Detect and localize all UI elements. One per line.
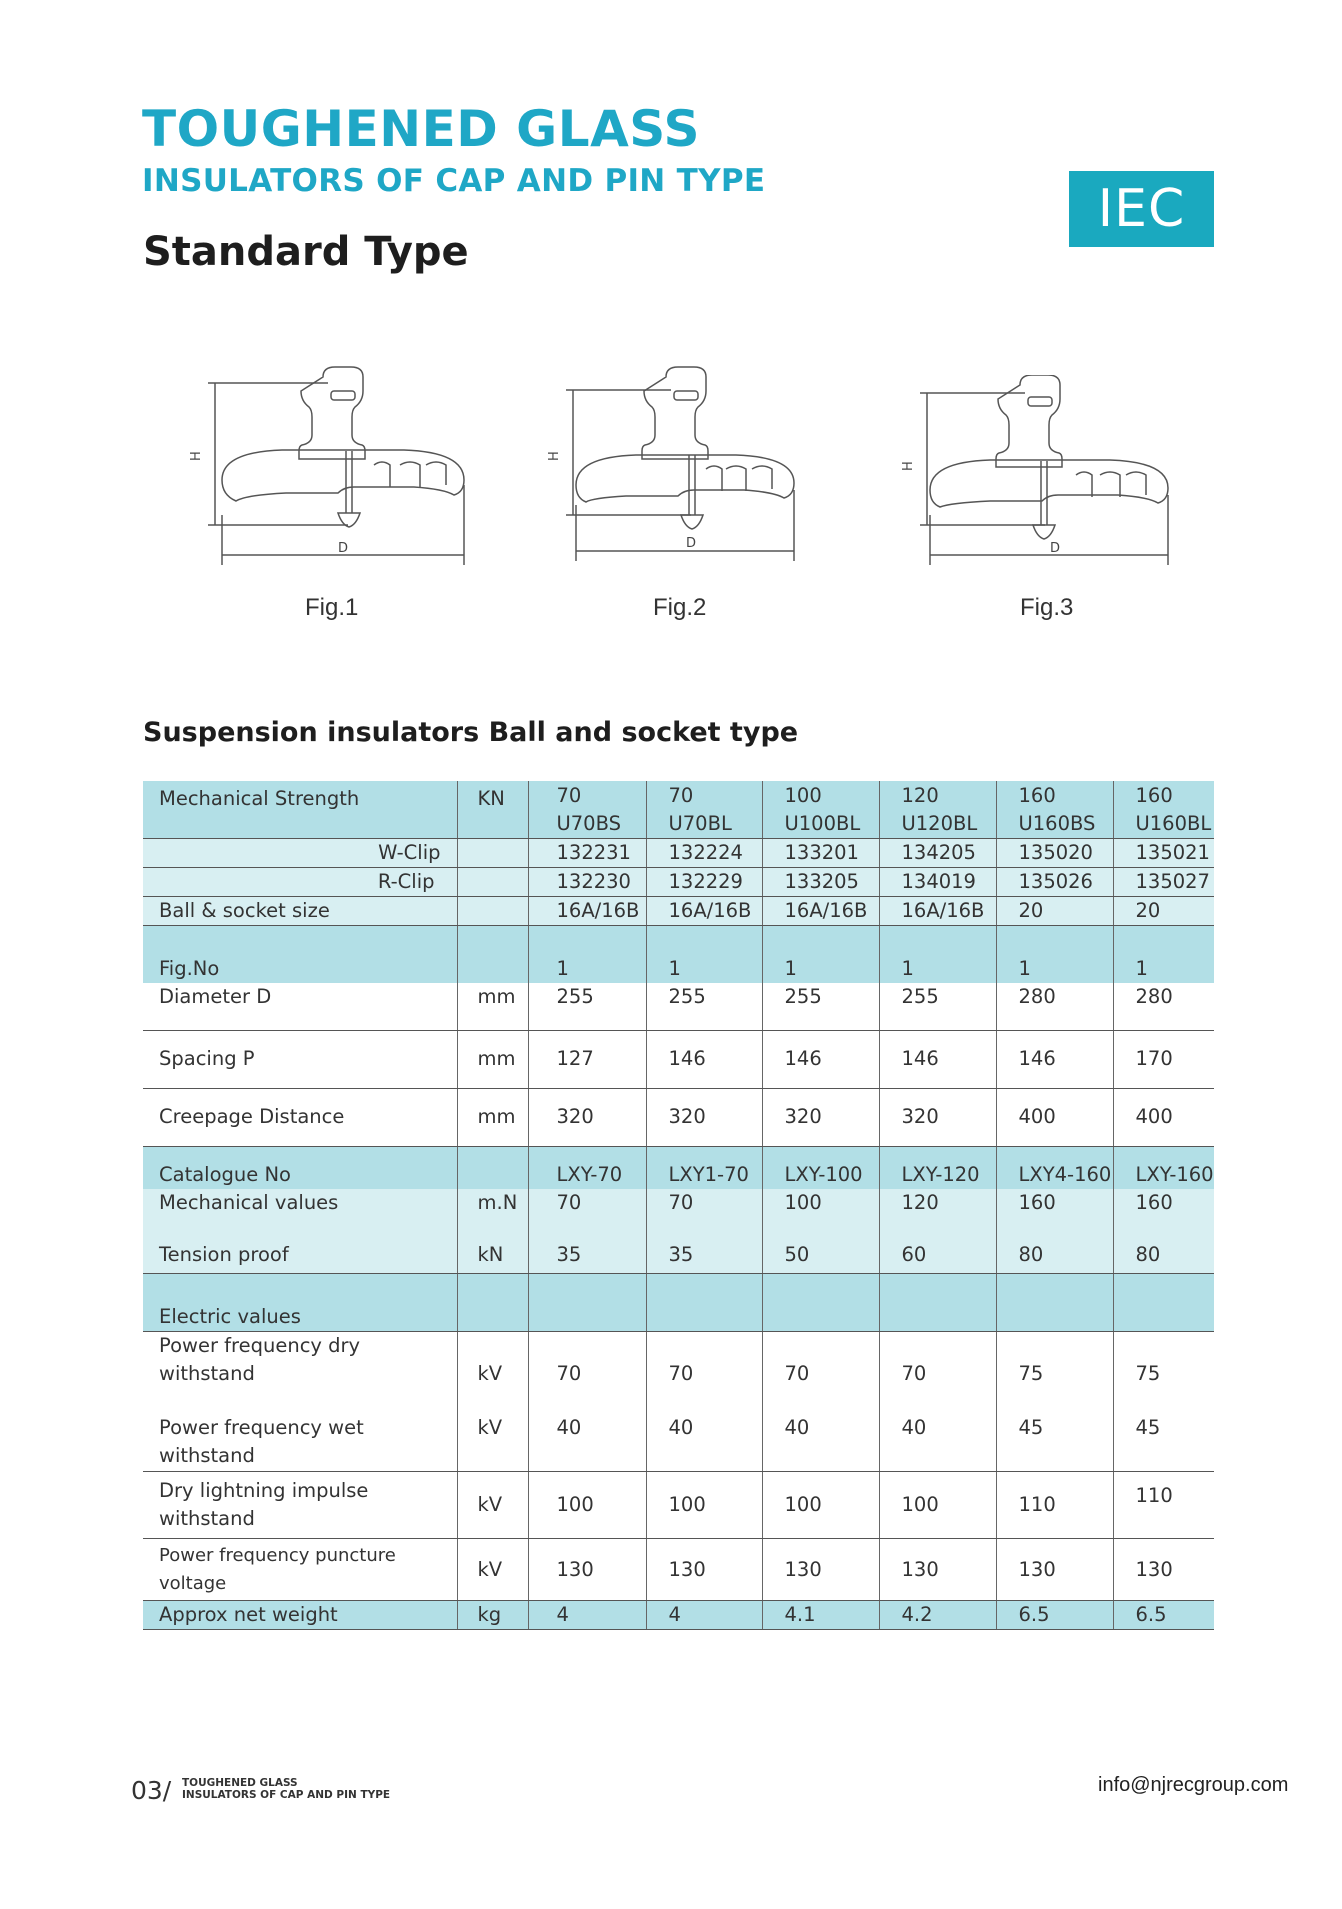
cell: LXY1-70 [646, 1146, 762, 1189]
cell: 16A/16B [646, 896, 762, 925]
cell: 110 [996, 1472, 1113, 1539]
cell: 70 U70BL [646, 781, 762, 838]
row-unit: m.N [457, 1189, 528, 1219]
row-unit [457, 1273, 528, 1331]
svg-text:D: D [686, 536, 697, 551]
cell: 45 [996, 1400, 1113, 1472]
table-row [143, 1189, 1214, 1219]
cell: 146 [996, 1030, 1113, 1088]
cell: 70 [646, 1331, 762, 1400]
cell: 60 [879, 1219, 996, 1273]
cell: 132224 [646, 838, 762, 867]
cell: 75 [1135, 1361, 1161, 1385]
cell: 133205 [762, 867, 879, 896]
cell: 400 [996, 1088, 1113, 1146]
footer-title [182, 1777, 390, 1801]
row-unit: mm [457, 1030, 528, 1088]
row-unit: kV [457, 1472, 528, 1539]
cell: 4.2 [879, 1601, 996, 1630]
row-unit [457, 867, 528, 896]
cell: 146 [646, 1030, 762, 1088]
cell: 100 [879, 1472, 996, 1539]
cell: 146 [879, 1030, 996, 1088]
cell: 280 [1113, 983, 1214, 1030]
row-label: Tension proof [143, 1219, 457, 1273]
cell: 20 [996, 896, 1113, 925]
row-unit [457, 896, 528, 925]
cell: 70 [879, 1331, 996, 1400]
cell: LXY-100 [762, 1146, 879, 1189]
title-line-2: INSULATORS OF CAP AND PIN TYPE [142, 163, 766, 199]
cell: 1 [1113, 925, 1214, 983]
cell: 16A/16B [762, 896, 879, 925]
table-row [143, 925, 1214, 983]
table-row [143, 781, 1214, 838]
row-label: Power frequency wet withstand [143, 1400, 457, 1472]
page-number: 03/ [131, 1776, 172, 1805]
cell: 255 [646, 983, 762, 1030]
cell: 120 [879, 1189, 996, 1219]
table-row [143, 1219, 1214, 1273]
cell: 135021 [1113, 838, 1214, 867]
cell: 130 [762, 1539, 879, 1601]
cell: 40 [762, 1400, 879, 1472]
svg-text:D: D [338, 541, 349, 556]
table-row [143, 896, 1214, 925]
cell: 130 [528, 1539, 646, 1601]
cell: 160 U160BL [1113, 781, 1214, 838]
cell: LXY-70 [528, 1146, 646, 1189]
row-unit [457, 838, 528, 867]
cell: 320 [879, 1088, 996, 1146]
insulator-diagram-2 [546, 365, 846, 565]
table-row [143, 1030, 1214, 1088]
cell: 40 [879, 1400, 996, 1472]
row-unit: mm [457, 983, 528, 1030]
cell: 45 [1113, 1400, 1214, 1472]
cell [1113, 1273, 1214, 1331]
cell: 35 [528, 1219, 646, 1273]
row-unit: kV [457, 1331, 528, 1400]
cell: 146 [762, 1030, 879, 1088]
figure-1-caption: Fig.1 [305, 594, 359, 621]
cell: 120 U120BL [879, 781, 996, 838]
cell: 130 [646, 1539, 762, 1601]
cell: 130 [996, 1539, 1113, 1601]
row-unit: kN [457, 1219, 528, 1273]
cell: 320 [646, 1088, 762, 1146]
cell: 6.5 [996, 1601, 1113, 1630]
table-row [143, 1601, 1214, 1630]
row-label: Electric values [143, 1273, 457, 1331]
cell: 40 [646, 1400, 762, 1472]
cell: 1 [646, 925, 762, 983]
row-label: Fig.No [143, 925, 457, 983]
insulator-diagram-1 [188, 365, 488, 565]
row-label: Approx net weight [143, 1601, 457, 1630]
footer-title-line-1: TOUGHENED GLASS [182, 1777, 298, 1789]
svg-text:H: H [547, 451, 562, 461]
table-row [143, 1273, 1214, 1331]
table-row [143, 838, 1214, 867]
cell: 133201 [762, 838, 879, 867]
cell: 4 [646, 1601, 762, 1630]
insulator-diagram-3 [900, 375, 1200, 575]
row-unit [457, 925, 528, 983]
figure-3-caption: Fig.3 [1020, 594, 1074, 621]
cell: 134205 [879, 838, 996, 867]
cell: 70 U70BS [528, 781, 646, 838]
row-unit: kg [457, 1601, 528, 1630]
cell: 100 [762, 1472, 879, 1539]
row-label: Dry lightning impulse withstand [143, 1472, 457, 1539]
row-label: Power frequency dry withstand [143, 1331, 457, 1400]
cell: 400 [1113, 1088, 1214, 1146]
cell: 255 [762, 983, 879, 1030]
cell: 1 [762, 925, 879, 983]
cell: 135027 [1113, 867, 1214, 896]
cell: 50 [762, 1219, 879, 1273]
cell: 320 [762, 1088, 879, 1146]
table-row [143, 1331, 1214, 1400]
contact-email: info@njrecgroup.com [1098, 1774, 1289, 1796]
cell: 100 [646, 1472, 762, 1539]
row-unit: mm [457, 1088, 528, 1146]
table-row [143, 1088, 1214, 1146]
row-label: W-Clip [143, 838, 457, 867]
cell: 130 [1113, 1539, 1214, 1601]
iec-badge: IEC [1069, 171, 1214, 247]
row-label: Creepage Distance [143, 1088, 457, 1146]
cell: 135020 [996, 838, 1113, 867]
table-row [143, 1539, 1214, 1601]
cell: 132229 [646, 867, 762, 896]
row-label: Ball & socket size [143, 896, 457, 925]
title-line-1: TOUGHENED GLASS [142, 100, 701, 158]
cell: 1 [879, 925, 996, 983]
cell: 70 [646, 1189, 762, 1219]
cell: 280 [996, 983, 1113, 1030]
cell: 80 [1113, 1219, 1214, 1273]
figure-2 [546, 365, 846, 565]
cell: 4 [528, 1601, 646, 1630]
cell: 320 [528, 1088, 646, 1146]
row-label: Catalogue No [143, 1146, 457, 1189]
cell: 160 [1113, 1189, 1214, 1219]
cell: 255 [528, 983, 646, 1030]
table-row [143, 1472, 1214, 1539]
spec-table [143, 781, 1214, 1630]
figure-3 [900, 375, 1200, 575]
cell: 70 [762, 1331, 879, 1400]
row-label: Diameter D [143, 983, 457, 1030]
table-row [143, 1146, 1214, 1189]
cell: 134019 [879, 867, 996, 896]
cell: 160 U160BS [996, 781, 1113, 838]
cell: 110 [1113, 1472, 1214, 1539]
cell: 100 [762, 1189, 879, 1219]
cell: 130 [879, 1539, 996, 1601]
cell: 75 [996, 1331, 1113, 1400]
cell [996, 1273, 1113, 1331]
row-label: Mechanical Strength [143, 781, 457, 838]
cell: 16A/16B [528, 896, 646, 925]
cell: 100 U100BL [762, 781, 879, 838]
cell: 6.5 [1113, 1601, 1214, 1630]
table-row [143, 983, 1214, 1030]
cell: 255 [879, 983, 996, 1030]
cell: 40 [528, 1400, 646, 1472]
cell: 132231 [528, 838, 646, 867]
figure-1 [188, 365, 488, 565]
cell: 1 [996, 925, 1113, 983]
subtitle: Standard Type [143, 229, 469, 275]
cell [528, 1273, 646, 1331]
row-unit: KN [457, 781, 528, 838]
table-row [143, 867, 1214, 896]
cell: 70 [528, 1189, 646, 1219]
cell: 4.1 [762, 1601, 879, 1630]
svg-text:D: D [1050, 541, 1061, 556]
cell: 20 [1113, 896, 1214, 925]
cell: 127 [528, 1030, 646, 1088]
cell: LXY4-160 [996, 1146, 1113, 1189]
section-title: Suspension insulators Ball and socket type [143, 717, 799, 748]
cell: 16A/16B [879, 896, 996, 925]
row-unit: kV [457, 1400, 528, 1472]
cell: LXY-160 [1113, 1146, 1214, 1189]
cell: 132230 [528, 867, 646, 896]
cell [879, 1273, 996, 1331]
svg-text:H: H [901, 461, 916, 471]
figure-2-caption: Fig.2 [653, 594, 707, 621]
row-unit [457, 1146, 528, 1189]
cell: 160 [996, 1189, 1113, 1219]
cell: LXY-120 [879, 1146, 996, 1189]
cell: 135026 [996, 867, 1113, 896]
table-row [143, 1400, 1214, 1472]
footer-title-line-2: INSULATORS OF CAP AND PIN TYPE [182, 1789, 391, 1801]
svg-text:H: H [189, 451, 204, 461]
cell [762, 1273, 879, 1331]
cell: 70 [528, 1331, 646, 1400]
cell: 100 [528, 1472, 646, 1539]
row-label: Power frequency puncture voltage [143, 1539, 457, 1601]
cell: 170 [1113, 1030, 1214, 1088]
cell: 35 [646, 1219, 762, 1273]
row-label: Mechanical values [143, 1189, 457, 1219]
cell: 1 [528, 925, 646, 983]
row-unit: kV [457, 1539, 528, 1601]
cell: 80 [996, 1219, 1113, 1273]
row-label: Spacing P [143, 1030, 457, 1088]
row-label: R-Clip [143, 867, 457, 896]
cell [646, 1273, 762, 1331]
